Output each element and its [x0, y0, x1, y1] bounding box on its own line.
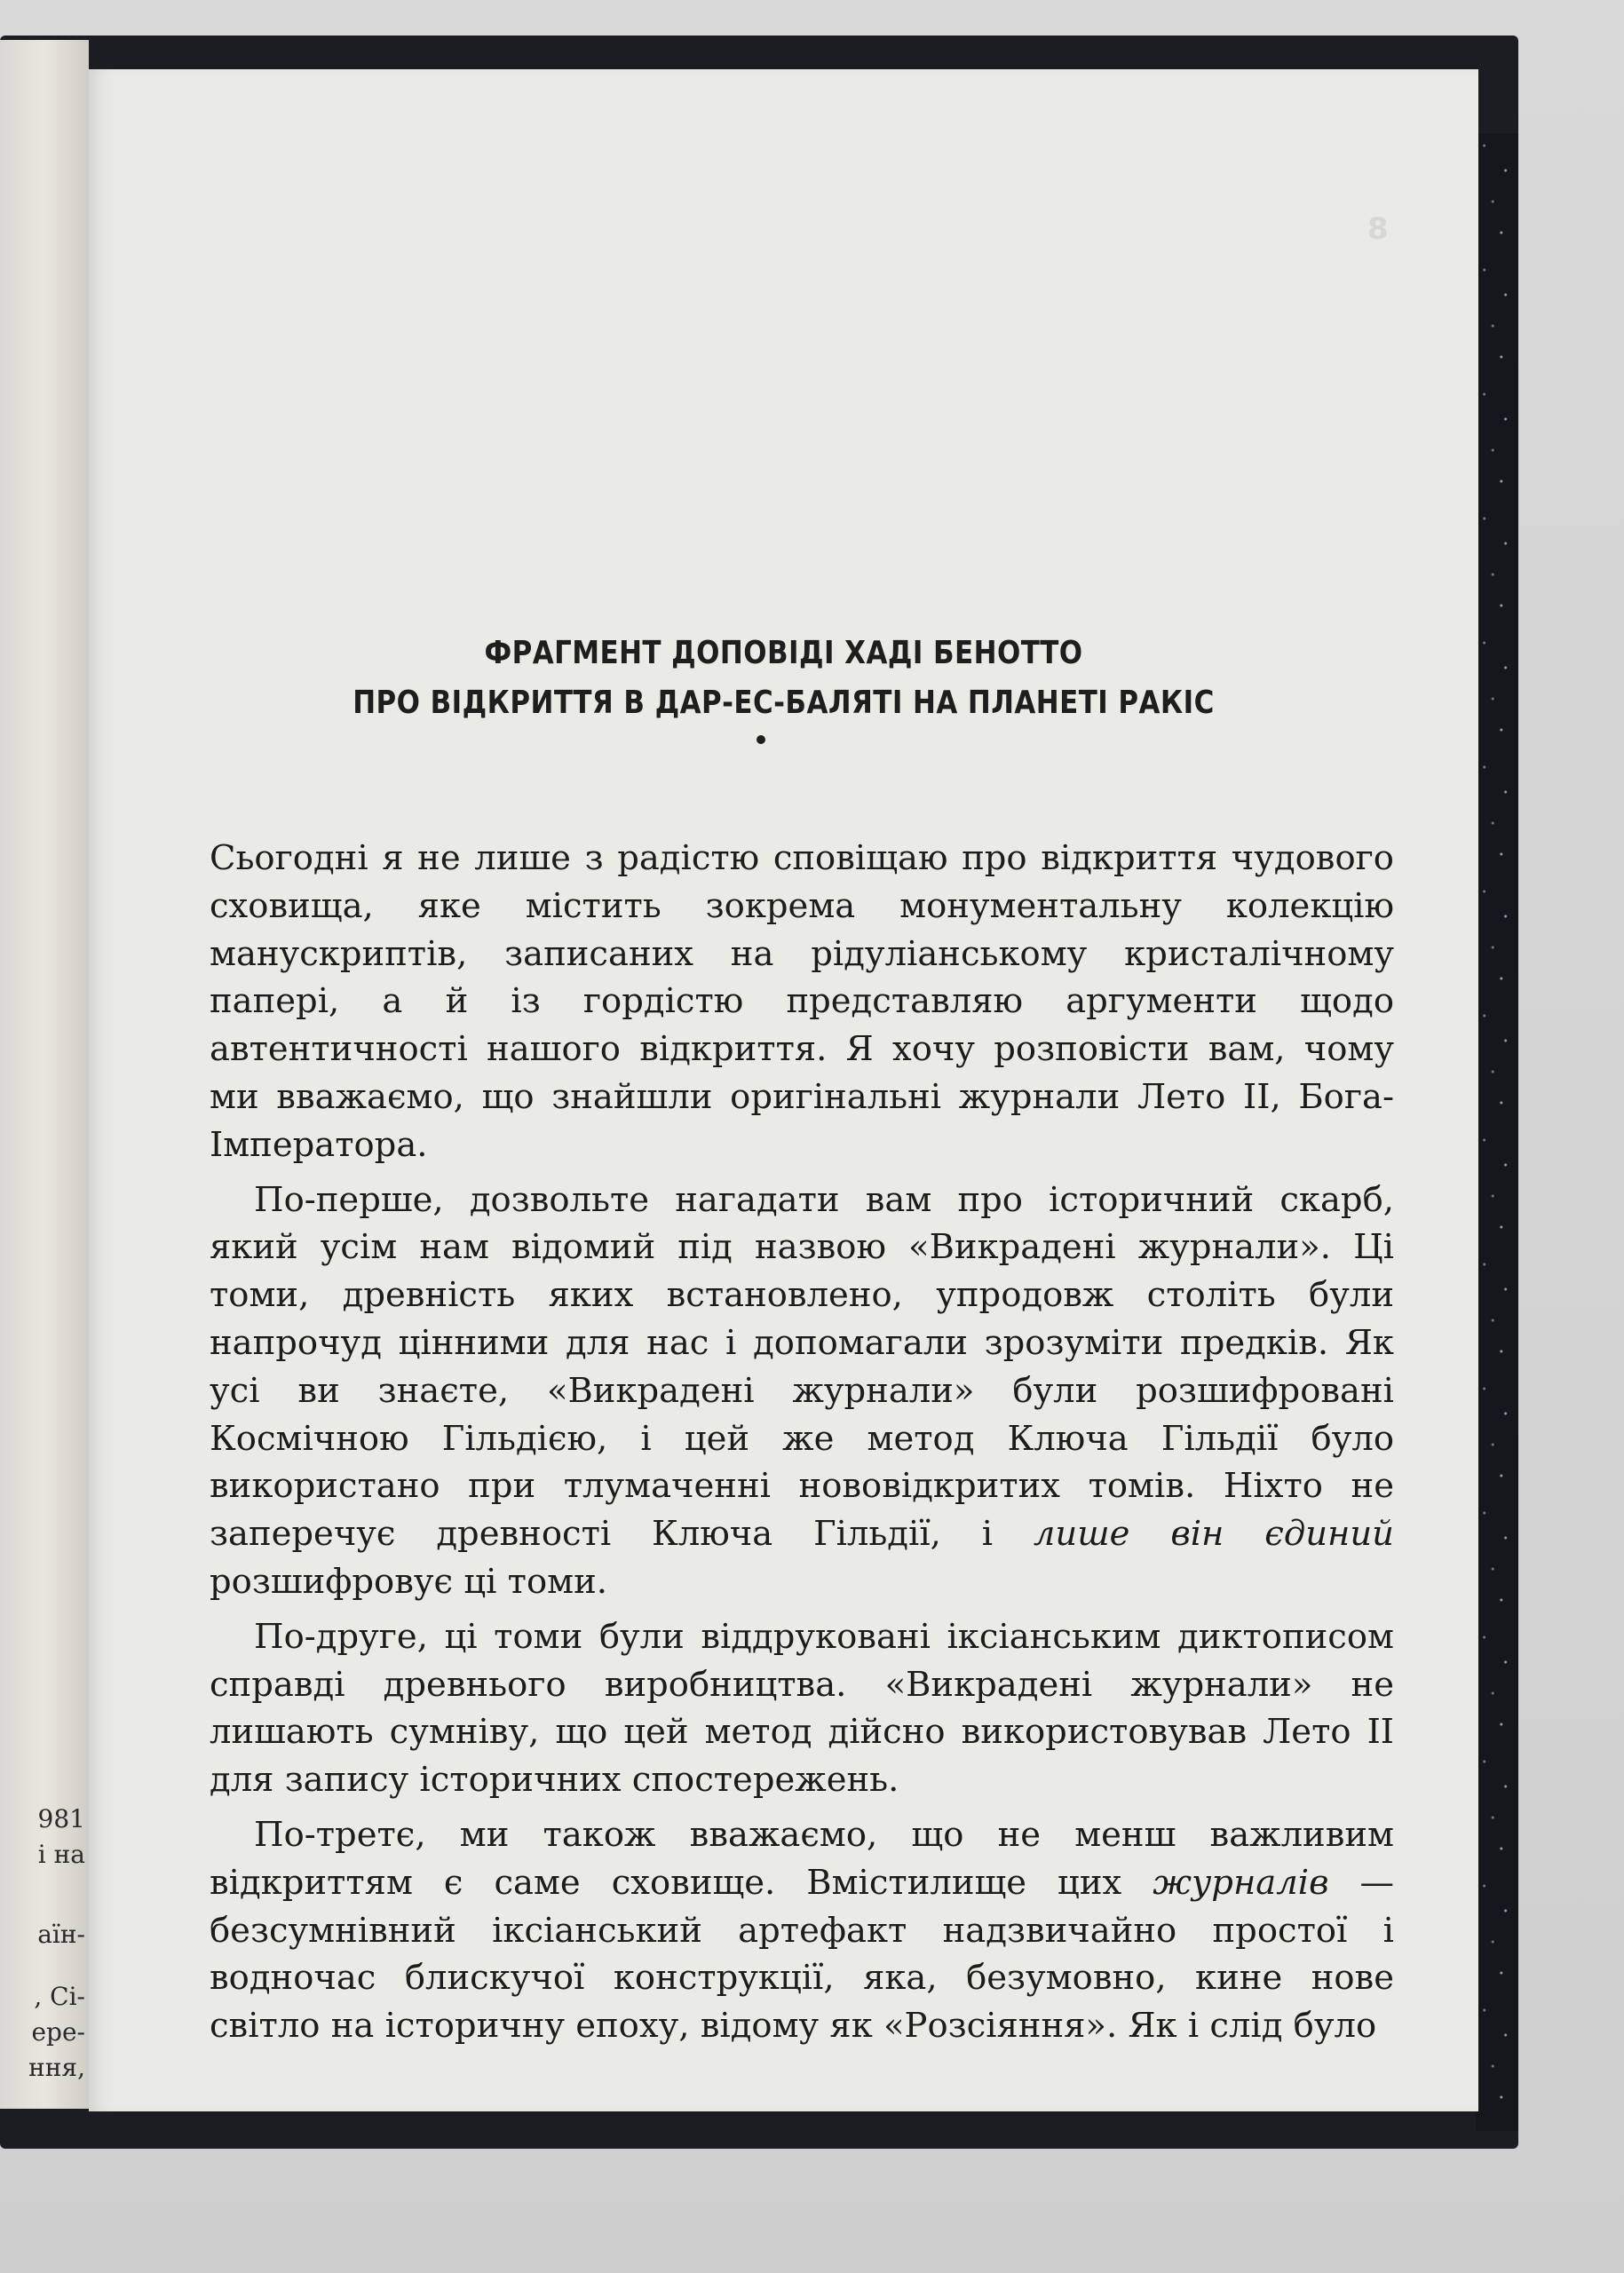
left-page-fragment: , Сі-	[34, 1982, 85, 2011]
paragraph-2	[210, 1176, 1394, 1606]
heading-line-2: ПРО ВІДКРИТТЯ В ДАР-ЕС-БАЛЯТІ НА ПЛАНЕТІ РАКІС	[353, 685, 1215, 721]
left-page-fragment: 981	[37, 1804, 85, 1833]
paragraph-4	[210, 1811, 1394, 2050]
emphasis-text: журналів	[1153, 1862, 1329, 1903]
paragraph-text: По-друге, ці томи були віддруковані іксіанським диктописом справді древнього виробництва. «Викрадені журнали» не лишають сумніву, що цей метод дійсно використовував Лето II для запису історичних спостережень.	[210, 1616, 1394, 1801]
paragraph-text: розшифровує ці томи.	[210, 1561, 607, 1602]
paragraph-text: — безсумнівний іксіанський артефакт надзвичайно простої і водночас блискучої конструкції, яка, безумовно, кине нове світло на історичну епоху, відому як «Розсіяння». Як і слід було	[210, 1862, 1394, 2047]
left-page-fragment: аїн-	[37, 1920, 85, 1949]
emphasis-text: лише він єдиний	[1033, 1514, 1394, 1555]
chapter-heading	[186, 629, 1382, 728]
paragraph-text: По-третє, ми також вважаємо, що не менш важливим відкриттям є саме сховище. Вмістилище цих	[210, 1814, 1394, 1903]
book-page	[89, 69, 1478, 2111]
cover-edge-starfield	[1476, 133, 1518, 2131]
previous-page-edge	[0, 40, 89, 2109]
left-page-fragment: ере-	[31, 2017, 85, 2047]
paragraph-3	[210, 1613, 1394, 1804]
left-page-fragment: і на	[37, 1840, 85, 1869]
page-number-show-through: 8	[1367, 211, 1389, 247]
ornament-dot	[757, 735, 765, 744]
paragraph-1	[210, 835, 1394, 1169]
heading-line-1: ФРАГМЕНТ ДОПОВІДІ ХАДІ БЕНОТТО	[484, 635, 1083, 671]
body-text	[210, 835, 1394, 2050]
paragraph-text: По-перше, дозвольте нагадати вам про історичний скарб, який усім нам відомий під назвою «Викрадені журнали». Ці томи, древність яких встановлено, упродовж століть були напрочуд цінними для нас і допомагали зрозуміти предків. Як усі ви знаєте, «Викрадені журнали» були розшифровані Космічною Гільдією, і цей же метод Ключа Гільдії було використано при тлумаченні нововідкритих томів. Ніхто не заперечує древності Ключа Гільдії, і	[210, 1179, 1394, 1555]
left-page-fragment: ння,	[28, 2053, 85, 2082]
paragraph-text: Сьогодні я не лише з радістю сповіщаю про відкриття чудового сховища, яке містить зокрема монументальну колекцію манускриптів, записаних на рідуліанському кристалічному папері, а й із гордістю представляю аргументи щодо автентичності нашого відкриття. Я хочу розповісти вам, чому ми вважаємо, що знайшли оригінальні журнали Лето II, Бога-Імператора.	[210, 838, 1394, 1165]
